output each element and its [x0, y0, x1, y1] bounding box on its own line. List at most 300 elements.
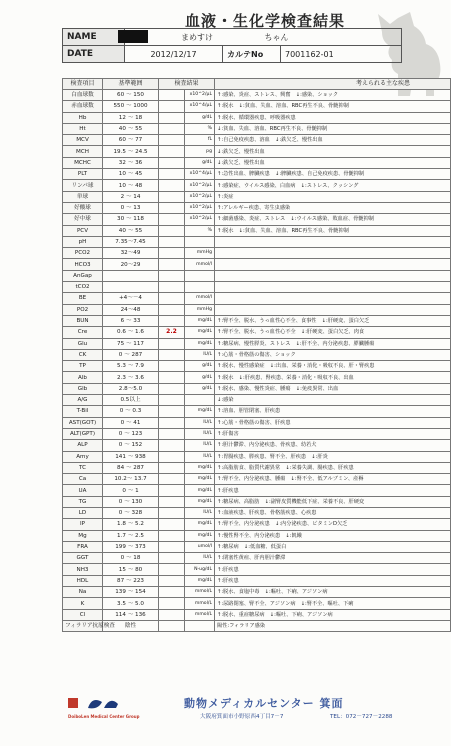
table-row	[63, 440, 451, 451]
result-value	[159, 135, 185, 146]
reference-range: 60 ～ 77	[103, 135, 159, 146]
result-value	[159, 282, 185, 293]
clinic-name: 動物メディカルセンター 箕面	[184, 697, 344, 710]
result-unit: fL	[185, 135, 215, 146]
name-label: NAME	[63, 29, 125, 46]
result-unit: mg/dL	[185, 496, 215, 507]
result-unit: IU/L	[185, 553, 215, 564]
result-value	[159, 609, 185, 620]
table-row	[63, 236, 451, 247]
date-label: DATE	[63, 46, 125, 63]
chart-no-label: カルテNo	[223, 46, 281, 63]
possible-diseases: ↓:鉄欠乏、慢性出血	[215, 146, 451, 157]
possible-diseases	[215, 304, 451, 315]
table-row	[63, 620, 451, 631]
reference-range: 5.3 ～ 7.9	[103, 361, 159, 372]
reference-range: 0 ～ 152	[103, 440, 159, 451]
reference-range: 550 ～ 1000	[103, 101, 159, 112]
result-value	[159, 225, 185, 236]
possible-diseases: ↑:尿路閉塞、腎不全、アジソン病 ↓:腎不全、嘔吐、下痢	[215, 598, 451, 609]
item-name: IP	[63, 519, 103, 530]
reference-range: 10 ～ 45	[103, 169, 159, 180]
table-row	[63, 101, 451, 112]
logo-text: DoiboLen Medical Center Group	[68, 714, 140, 719]
result-unit: x10^2/μL	[185, 214, 215, 225]
item-name: HCO3	[63, 259, 103, 270]
reference-range: 114 ～ 136	[103, 609, 159, 620]
reference-range: 2.3 ～ 3.6	[103, 372, 159, 383]
possible-diseases: ↑:脱水、感染、慢性炎症、腫瘍 ↓:免疫異常、出血	[215, 383, 451, 394]
result-unit: mmHg	[185, 248, 215, 259]
possible-diseases: ↑:細菌感染、炎症、ストレス ↓:ウイルス感染、敗血症、骨髄抑制	[215, 214, 451, 225]
result-unit: mmol/L	[185, 587, 215, 598]
result-unit	[185, 282, 215, 293]
redacted-name-block	[118, 30, 148, 43]
item-name: PCO2	[63, 248, 103, 259]
possible-diseases: ↓:鉄欠乏、慢性出血	[215, 157, 451, 168]
table-row	[63, 609, 451, 620]
item-name: TP	[63, 361, 103, 372]
col-item-header: 検査項目	[63, 79, 103, 90]
result-value	[159, 169, 185, 180]
result-value	[159, 485, 185, 496]
result-unit: IU/L	[185, 507, 215, 518]
result-unit: mmol/l	[185, 259, 215, 270]
result-unit: IU/L	[185, 440, 215, 451]
result-unit: x10^2/μL	[185, 202, 215, 213]
exam-date: 2012/12/17	[125, 46, 223, 63]
possible-diseases: ↑:脱水、食塩中毒 ↓:嘔吐、下痢、アジソン病	[215, 587, 451, 598]
result-unit: mmHg	[185, 304, 215, 315]
result-unit: IU/L	[185, 428, 215, 439]
table-row	[63, 248, 451, 259]
clinic-tel: TEL：072－727－2288	[330, 714, 393, 720]
item-name: MCH	[63, 146, 103, 157]
result-value	[159, 620, 185, 631]
reference-range: 32～49	[103, 248, 159, 259]
possible-diseases: ↑:肝疾患	[215, 485, 451, 496]
result-value	[159, 541, 185, 552]
possible-diseases: ↑:感染、炎症、ストレス、興奮 ↓:感染、ショック	[215, 90, 451, 101]
table-row	[63, 451, 451, 462]
reference-range: 12 ～ 18	[103, 112, 159, 123]
result-value	[159, 440, 185, 451]
reference-range: 0 ～ 18	[103, 553, 159, 564]
possible-diseases: ↑:脱水、慢性感染症 ↓:出血、栄養・消化・吸収不良、肝・腎疾患	[215, 361, 451, 372]
item-name: BUN	[63, 315, 103, 326]
item-name: ALP	[63, 440, 103, 451]
reference-range: 0 ～ 287	[103, 349, 159, 360]
result-unit: g/dL	[185, 372, 215, 383]
result-unit: mg/dL	[185, 530, 215, 541]
possible-diseases: ↑:脱水 ↓:肝疾患、腎疾患、栄養・消化・吸収不良、出血	[215, 372, 451, 383]
result-unit: pg	[185, 146, 215, 157]
item-name: Mg	[63, 530, 103, 541]
possible-diseases: ↑:閉塞性黄疸、肝内胆汁鬱滞	[215, 553, 451, 564]
reference-range: 32 ～ 36	[103, 157, 159, 168]
table-row	[63, 191, 451, 202]
result-value	[159, 395, 185, 406]
reference-range: 2.8～5.0	[103, 383, 159, 394]
result-unit	[185, 395, 215, 406]
reference-range: 0.5以上	[103, 395, 159, 406]
result-value	[159, 259, 185, 270]
item-name: Hb	[63, 112, 103, 123]
possible-diseases: ↓:感染	[215, 395, 451, 406]
table-row	[63, 293, 451, 304]
col-range-header: 基準範囲	[103, 79, 159, 90]
reference-range: 0.6 ～ 1.6	[103, 327, 159, 338]
reference-range: 40 ～ 55	[103, 225, 159, 236]
table-row	[63, 428, 451, 439]
result-value	[159, 553, 185, 564]
result-unit: x10^2/μL	[185, 191, 215, 202]
possible-diseases: ↑:肝傷害	[215, 428, 451, 439]
item-name: AnGap	[63, 270, 103, 281]
reference-range: 0 ～ 123	[103, 428, 159, 439]
possible-diseases: ↑:溶血、胆管閉塞、肝疾患	[215, 406, 451, 417]
footer	[62, 692, 450, 732]
possible-diseases: ↓:貧血、失血、溶血、RBC再生不良、骨髄抑制	[215, 123, 451, 134]
result-value	[159, 338, 185, 349]
result-unit: mg/dL	[185, 519, 215, 530]
patient-name: まめすけ	[181, 32, 213, 42]
reference-range: 75 ～ 117	[103, 338, 159, 349]
reference-range: 7.35～7.45	[103, 236, 159, 247]
item-name: ALT(GPT)	[63, 428, 103, 439]
result-value	[159, 101, 185, 112]
table-row	[63, 315, 451, 326]
reference-range: +4～－4	[103, 293, 159, 304]
chart-no-value: 7001162-01	[281, 46, 402, 63]
result-value	[159, 507, 185, 518]
result-value	[159, 519, 185, 530]
item-name: 単球	[63, 191, 103, 202]
reference-range: 3.5 ～ 5.0	[103, 598, 159, 609]
result-value	[159, 236, 185, 247]
item-name: FRA	[63, 541, 103, 552]
item-name: T-Bil	[63, 406, 103, 417]
result-value	[159, 248, 185, 259]
patient-header	[62, 28, 402, 63]
table-row	[63, 485, 451, 496]
reference-range: 0 ～ 0.3	[103, 406, 159, 417]
col-result-header: 検査結果	[159, 79, 215, 90]
result-value	[159, 315, 185, 326]
reference-range: 1.8 ～ 5.2	[103, 519, 159, 530]
result-unit: IU/L	[185, 417, 215, 428]
reference-range: 0 ～ 1	[103, 485, 159, 496]
result-value	[159, 428, 185, 439]
reference-range: 15 ～ 80	[103, 564, 159, 575]
table-row	[63, 180, 451, 191]
result-value	[159, 293, 185, 304]
result-unit	[185, 620, 215, 631]
possible-diseases: ↑:肝疾患	[215, 575, 451, 586]
table-row	[63, 146, 451, 157]
table-row	[63, 361, 451, 372]
result-value	[159, 146, 185, 157]
name-suffix: ちゃん	[264, 32, 289, 42]
reference-range: 0 ～ 41	[103, 417, 159, 428]
table-row	[63, 123, 451, 134]
table-row	[63, 417, 451, 428]
result-value	[159, 462, 185, 473]
result-value	[159, 157, 185, 168]
table-row	[63, 496, 451, 507]
item-name: Alb	[63, 372, 103, 383]
possible-diseases: ↑:糖尿病、高脂肪 ↓:副腎皮質機能低下症、栄養不良、肝硬変	[215, 496, 451, 507]
item-name: Glu	[63, 338, 103, 349]
possible-diseases: ↑:アレルギー疾患、寄生虫感染	[215, 202, 451, 213]
table-row	[63, 349, 451, 360]
result-value	[159, 349, 185, 360]
possible-diseases: ↑:脱水、循環器疾患、呼吸器疾患	[215, 112, 451, 123]
result-unit: x10^4/μL	[185, 101, 215, 112]
result-unit: mmol/L	[185, 609, 215, 620]
result-value	[159, 304, 185, 315]
possible-diseases: ↑:糖尿病 ↓:低血糖、低蛋白	[215, 541, 451, 552]
result-value	[159, 214, 185, 225]
possible-diseases: ↑:脱水、重症糖尿病 ↓:嘔吐、下痢、アジソン病	[215, 609, 451, 620]
table-row	[63, 553, 451, 564]
result-unit: %	[185, 123, 215, 134]
reference-range: 30 ～ 118	[103, 214, 159, 225]
table-row	[63, 507, 451, 518]
item-name: TC	[63, 462, 103, 473]
table-row	[63, 282, 451, 293]
result-unit: umol/l	[185, 541, 215, 552]
result-unit: g/dL	[185, 112, 215, 123]
possible-diseases: ↑:心筋・骨格筋の傷害、ショック	[215, 349, 451, 360]
result-unit: mg/dL	[185, 327, 215, 338]
table-row	[63, 541, 451, 552]
possible-diseases	[215, 293, 451, 304]
table-row	[63, 395, 451, 406]
possible-diseases: ↑:糖尿病、慢性膵炎、ストレス ↓:肝不全、内分泌疾患、膵臓腫瘍	[215, 338, 451, 349]
item-name: Cl	[63, 609, 103, 620]
reference-range: 141 ～ 938	[103, 451, 159, 462]
table-row	[63, 587, 451, 598]
result-unit: x10^2/μL	[185, 90, 215, 101]
table-row	[63, 519, 451, 530]
item-name: PLT	[63, 169, 103, 180]
item-name: Glb	[63, 383, 103, 394]
result-unit: IU/L	[185, 451, 215, 462]
reference-range: 19.5 ～ 24.5	[103, 146, 159, 157]
result-unit: N-ug/dL	[185, 564, 215, 575]
possible-diseases: ↑:腎不全、脱水、うっ血性心不全 ↓:肝硬変、蛋白欠乏、肉食	[215, 327, 451, 338]
item-name: TG	[63, 496, 103, 507]
item-name: UA	[63, 485, 103, 496]
reference-range: 0 ～ 130	[103, 496, 159, 507]
item-name: CK	[63, 349, 103, 360]
reference-range	[103, 270, 159, 281]
result-value	[159, 474, 185, 485]
item-name: BE	[63, 293, 103, 304]
item-name: GGT	[63, 553, 103, 564]
reference-range	[103, 282, 159, 293]
reference-range: 陰性	[103, 620, 159, 631]
table-header-row	[63, 79, 451, 90]
table-row	[63, 327, 451, 338]
reference-range: 139 ～ 154	[103, 587, 159, 598]
reference-range: 84 ～ 287	[103, 462, 159, 473]
possible-diseases: ↑:腎不全、内分泌疾患、腫瘍 ↓:腎不全、低アルブミン、産褥	[215, 474, 451, 485]
possible-diseases: ↑:脱水 ↓:貧血、失血、溶血、RBC再生不良、骨髄抑制	[215, 225, 451, 236]
table-row	[63, 214, 451, 225]
table-row	[63, 157, 451, 168]
result-unit: x10^2/μL	[185, 180, 215, 191]
table-row	[63, 530, 451, 541]
possible-diseases: ↑:感染症、ウイルス感染、白血病 ↓:ストレス、クッシング	[215, 180, 451, 191]
result-unit: mg/dL	[185, 575, 215, 586]
result-unit: mg/dL	[185, 474, 215, 485]
possible-diseases: ↑:胃腸疾患、膵疾患、腎不全、肝疾患 ↓:肝炎	[215, 451, 451, 462]
result-unit: mg/dL	[185, 485, 215, 496]
result-unit: mg/dL	[185, 315, 215, 326]
result-value	[159, 564, 185, 575]
result-value	[159, 180, 185, 191]
possible-diseases: ↑:胆汁鬱滞、内分泌疾患、骨疾患、幼若犬	[215, 440, 451, 451]
item-name: NH3	[63, 564, 103, 575]
table-row	[63, 270, 451, 281]
table-row	[63, 225, 451, 236]
possible-diseases	[215, 282, 451, 293]
reference-range: 0 ～ 13	[103, 202, 159, 213]
result-value	[159, 575, 185, 586]
possible-diseases	[215, 236, 451, 247]
result-value	[159, 112, 185, 123]
item-name: AST(GOT)	[63, 417, 103, 428]
reference-range: 1.7 ～ 2.5	[103, 530, 159, 541]
table-row	[63, 338, 451, 349]
table-row	[63, 372, 451, 383]
report-title: 血液・生化学検査結果	[184, 12, 345, 30]
item-name: 好中球	[63, 214, 103, 225]
result-unit: mg/dL	[185, 338, 215, 349]
item-name: A/G	[63, 395, 103, 406]
result-value	[159, 191, 185, 202]
possible-diseases: ↑:急性出血、脾臓疾患 ↓:脾臓疾患、自己免疫疾患、骨髄抑制	[215, 169, 451, 180]
reference-range: 10.2～ 13.7	[103, 474, 159, 485]
table-row	[63, 462, 451, 473]
result-value	[159, 270, 185, 281]
possible-diseases: ↑:高脂肪食、脂質代謝異常 ↓:栄養失調、腸疾患、肝疾患	[215, 462, 451, 473]
result-unit	[185, 270, 215, 281]
item-name: tCO2	[63, 282, 103, 293]
result-value	[159, 383, 185, 394]
col-disease-header: 考えられる主な疾患	[215, 79, 451, 90]
result-value	[159, 417, 185, 428]
item-name: MCV	[63, 135, 103, 146]
possible-diseases: ↑:心筋・骨格筋の傷害、肝疾患	[215, 417, 451, 428]
possible-diseases: ↑:腎不全、脱水、うっ血性心不全、食事性 ↓:肝硬変、蛋白欠乏	[215, 315, 451, 326]
item-name: Cre	[63, 327, 103, 338]
item-name: HDL	[63, 575, 103, 586]
item-name: Ht	[63, 123, 103, 134]
table-row	[63, 383, 451, 394]
table-row	[63, 202, 451, 213]
result-value	[159, 406, 185, 417]
reference-range: 199 ～ 373	[103, 541, 159, 552]
reference-range: 6 ～ 33	[103, 315, 159, 326]
possible-diseases	[215, 270, 451, 281]
result-unit: g/dL	[185, 361, 215, 372]
item-name: K	[63, 598, 103, 609]
result-value	[159, 361, 185, 372]
item-name: 好酸球	[63, 202, 103, 213]
possible-diseases: ↑:血液疾患、肝疾患、骨格筋疾患、心疾患	[215, 507, 451, 518]
reference-range: 40 ～ 55	[103, 123, 159, 134]
item-name: Na	[63, 587, 103, 598]
item-name: Amy	[63, 451, 103, 462]
reference-range: 87 ～ 223	[103, 575, 159, 586]
result-value: 2.2	[159, 327, 185, 338]
result-unit: mg/dL	[185, 462, 215, 473]
result-value	[159, 451, 185, 462]
reference-range: 60 ～ 150	[103, 90, 159, 101]
result-value	[159, 90, 185, 101]
result-value	[159, 372, 185, 383]
result-value	[159, 598, 185, 609]
item-name: フィラリア抗原検査	[63, 620, 103, 631]
table-row	[63, 135, 451, 146]
table-row	[63, 169, 451, 180]
item-name: pH	[63, 236, 103, 247]
reference-range: 0 ～ 328	[103, 507, 159, 518]
item-name: 赤血球数	[63, 101, 103, 112]
item-name: Ca	[63, 474, 103, 485]
possible-diseases	[215, 248, 451, 259]
item-name: LD	[63, 507, 103, 518]
reference-range: 24～48	[103, 304, 159, 315]
result-unit	[185, 236, 215, 247]
reference-range: 10 ～ 48	[103, 180, 159, 191]
result-unit: x10^4/μL	[185, 169, 215, 180]
item-name: PCV	[63, 225, 103, 236]
table-row	[63, 474, 451, 485]
table-row	[63, 259, 451, 270]
item-name: リンパ球	[63, 180, 103, 191]
table-row	[63, 598, 451, 609]
possible-diseases: ↑:肝疾患	[215, 564, 451, 575]
reference-range: 2 ～ 14	[103, 191, 159, 202]
result-unit: mmol/L	[185, 598, 215, 609]
possible-diseases: ↑:自己免疫疾患、溶血 ↓:鉄欠乏、慢性出血	[215, 135, 451, 146]
table-row	[63, 304, 451, 315]
results-table	[62, 78, 451, 632]
results-body	[63, 90, 451, 632]
result-unit: mmol/l	[185, 293, 215, 304]
result-value	[159, 496, 185, 507]
possible-diseases: ↑:脱水 ↓:貧血、失血、溶血、RBC再生不良、骨髄抑制	[215, 101, 451, 112]
result-value	[159, 202, 185, 213]
possible-diseases: ↑:慢性腎不全、内分泌疾患 ↓:飢餓	[215, 530, 451, 541]
table-row	[63, 564, 451, 575]
result-value	[159, 587, 185, 598]
table-row	[63, 575, 451, 586]
possible-diseases: 陽性:フィラリア感染	[215, 620, 451, 631]
reference-range: 20～29	[103, 259, 159, 270]
possible-diseases: ↑:腎不全、内分泌疾患 ↓:内分泌疾患、ビタミンD欠乏	[215, 519, 451, 530]
possible-diseases: ↑:炎症	[215, 191, 451, 202]
result-unit: mg/dL	[185, 406, 215, 417]
item-name: 白血球数	[63, 90, 103, 101]
clinic-address: 大阪府箕面市小野原西4丁目7－7	[200, 714, 284, 720]
table-row	[63, 90, 451, 101]
result-value	[159, 123, 185, 134]
